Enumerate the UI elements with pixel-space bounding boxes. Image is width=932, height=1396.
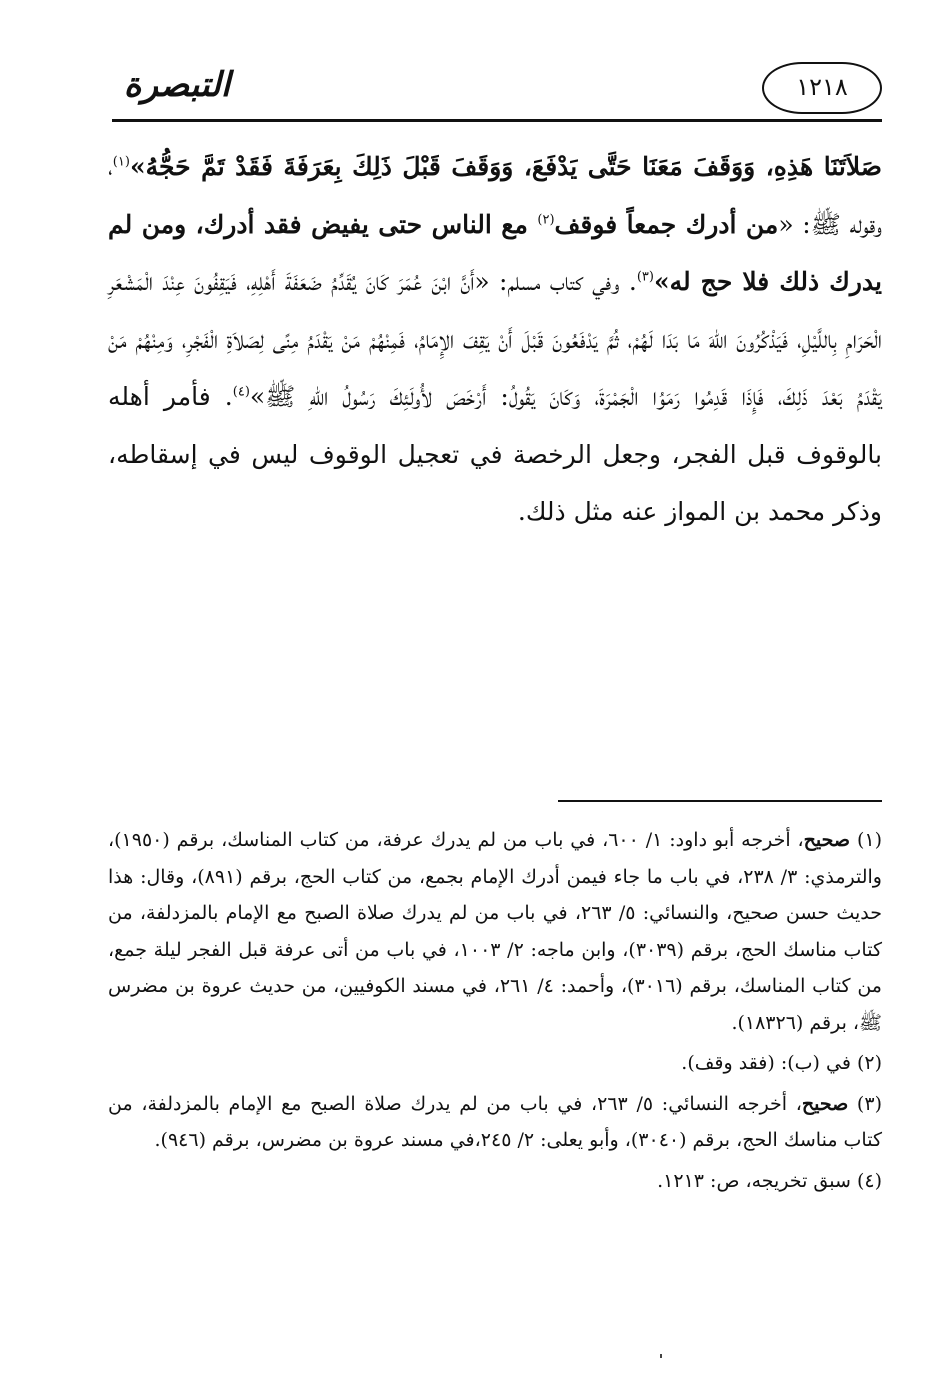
- body-text-end: . فأمر أهله بالوقوف قبل الفجر، وجعل الرخصة في تعجيل الوقوف ليس في إسقاطه، وذكر محمد بن المواز عنه مثل ذلك.: [108, 382, 882, 526]
- footnote-1: [108, 822, 882, 1041]
- page-header: [112, 56, 882, 122]
- scan-speck: [660, 1354, 662, 1358]
- book-title: التبصرة: [123, 65, 231, 105]
- footnote-text: سبق تخريجه، ص: ١٢١٣.: [657, 1169, 851, 1192]
- hadith-quote-2: من أدرك جمعاً فوقف: [554, 209, 779, 239]
- footnote-ref-1[interactable]: (١): [112, 154, 130, 170]
- footnote-grade: صحيح: [801, 1092, 849, 1115]
- main-text: [108, 138, 882, 541]
- footnote-ref-4[interactable]: (٤): [232, 384, 250, 400]
- footnote-text: ، أخرجه أبو داود: ١/ ٦٠٠، في باب من لم يدرك عرفة، من كتاب المناسك، برقم (١٩٥٠)، والترمذي: ٣/ ٢٣٨، في باب ما جاء فيمن أدرك الإمام بجمع، من كتاب الحج، برقم (٨٩١)، وقال: هذا حديث حسن صحيح، والنسائي: ٥/ ٢٦٣، في باب من لم يدرك صلاة الصبح مع الإمام بالمزدلفة، من كتاب مناسك الحج، برقم (٣٠٣٩)، وابن ماجه: ٢/ ١٠٠٣، في باب من أتى عرفة قبل الفجر ليلة جمع، من كتاب المناسك، برقم (٣٠١٦)، وأحمد: ٤/ ٢٦١، في مسند الكوفيين، من حديث عروة بن مضرس ﷺ، برقم (١٨٣٢٦).: [108, 829, 882, 1034]
- footnotes: [108, 822, 882, 1203]
- footnote-ref-2[interactable]: (٢): [537, 212, 555, 228]
- hadith-quote-2-cont: مع الناس حتى يفيض فقد أدرك، ومن لم يدرك ذلك فلا حج له»: [108, 209, 882, 296]
- footnote-number: (٤): [850, 1169, 882, 1192]
- footnote-2: [108, 1045, 882, 1082]
- footnote-number: (٣): [848, 1092, 882, 1115]
- page-number: ١٢١٨: [762, 62, 882, 114]
- footnote-number: (٢): [850, 1052, 882, 1074]
- hadith-quote-1: صَلاَتَنَا هَذِهِ، وَوَقَفَ مَعَنَا حَتَّى يَدْفَعَ، وَوَقَفَ قَبْلَ ذَلِكَ بِعَرَفَةَ فَقَدْ تَمَّ حَجُّهُ»: [129, 152, 882, 181]
- footnote-grade: صحيح: [803, 829, 851, 851]
- body-text: ، وقوله ﷺ: «: [108, 152, 882, 239]
- footnote-3: [108, 1086, 882, 1159]
- footnote-text: ، أخرجه النسائي: ٥/ ٢٦٣، في باب من لم يدرك صلاة الصبح مع الإمام بالمزدلفة، من كتاب مناسك الحج، برقم (٣٠٤٠)، وأبو يعلى: ٢/ ٢٤٥،في مسند عروة بن مضرس، برقم (٩٤٦).: [108, 1092, 882, 1151]
- footnote-separator: [558, 800, 882, 802]
- muslim-quote: . وفي كتاب مسلم: «أَنَّ ابْنَ عُمَرَ كَانَ يُقَدِّمُ ضَعَفَةَ أَهْلِهِ، فَيَقِفُونَ عِنْدَ الْمَشْعَرِ الْحَرَامِ بِاللَّيْلِ، فَيَذْكُرُونَ اللهَ مَا بَدَا لَهُمْ، ثُمَّ يَدْفَعُونَ قَبْلَ أَنْ يَقِفَ الإِمَامُ، فَمِنْهُمْ مَنْ يَقْدَمُ مِنًى لِصَلاَةِ الْفَجْرِ، وَمِنْهُمْ مَنْ يَقْدَمُ بَعْدَ ذَلِكَ، فَإِذَا قَدِمُوا رَمَوُا الْجَمْرَةَ، وَكَانَ يَقُولُ: أَرْخَصَ لأُولَئِكَ رَسُولُ اللهِ ﷺ»: [108, 267, 882, 411]
- footnote-number: (١): [850, 829, 883, 851]
- footnote-ref-3[interactable]: (٣): [636, 269, 654, 285]
- main-paragraph: [108, 138, 882, 541]
- footnote-text: في (ب): (فقد وقف).: [681, 1052, 851, 1074]
- header-rule: [112, 119, 882, 122]
- footnote-4: [108, 1163, 882, 1200]
